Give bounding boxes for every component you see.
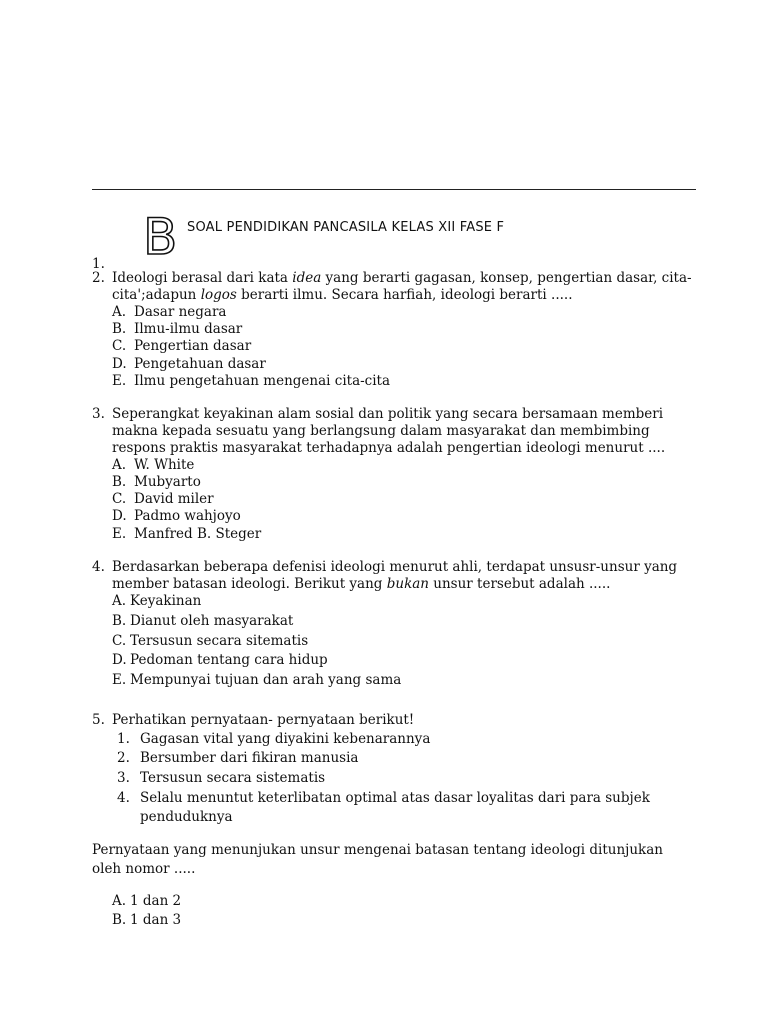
section-letter-b: B <box>143 208 178 266</box>
option-text: Manfred B. Steger <box>134 526 262 542</box>
question-4-text-line-1: Berdasarkan beberapa defenisi ideologi menurut ahli, terdapat unsusr-unsur yang <box>112 559 678 575</box>
option-text: Dianut oleh masyarakat <box>130 613 294 629</box>
option-letter: E. <box>112 526 127 542</box>
option-letter: E. <box>112 373 127 389</box>
question-2-text-line-2: cita';adapun logos berarti ilmu. Secara harfiah, ideologi berarti ..... <box>112 287 573 303</box>
statement-number: 3. <box>117 770 130 786</box>
option-text: Pengetahuan dasar <box>134 356 266 372</box>
option-letter: B. <box>112 912 127 928</box>
option-text: W. White <box>134 457 195 473</box>
option-letter: B. <box>112 474 127 490</box>
option-text: Pengertian dasar <box>134 338 252 354</box>
question-4-text-line-2: member batasan ideologi. Berikut yang bukan unsur tersebut adalah ..... <box>112 576 611 592</box>
term-idea: idea <box>292 270 322 286</box>
statement-number: 1. <box>117 731 130 747</box>
statement-number: 4. <box>117 790 130 806</box>
question-3-text-line-2: makna kepada sesuatu yang berlangsung dalam masyarakat dan membimbing <box>112 423 650 439</box>
term-bukan: bukan <box>386 576 429 592</box>
option-letter: C. <box>112 491 127 507</box>
option-letter: A. <box>112 893 127 909</box>
question-2-text-line-1: Ideologi berasal dari kata idea yang berarti gagasan, konsep, pengertian dasar, cita- <box>112 270 692 286</box>
question-2-number: 2. <box>92 270 105 286</box>
question-4-number: 4. <box>92 559 105 575</box>
option-text: Tersusun secara sitematis <box>130 633 309 649</box>
option-letter: D. <box>112 356 127 372</box>
statement-text: Selalu menuntut keterlibatan optimal atas dasar loyalitas dari para subjek <box>140 790 650 806</box>
statement-text: Gagasan vital yang diyakini kebenarannya <box>140 731 431 747</box>
statement-text: Bersumber dari fikiran manusia <box>140 750 359 766</box>
option-letter: C. <box>112 633 127 649</box>
statement-number: 2. <box>117 750 130 766</box>
term-logos: logos <box>200 287 237 303</box>
option-text: 1 dan 3 <box>130 912 182 928</box>
option-letter: A. <box>112 304 127 320</box>
option-letter: A. <box>112 457 127 473</box>
option-text: Dasar negara <box>134 304 227 320</box>
question-5-prompt-line-2: oleh nomor ..... <box>92 861 196 877</box>
option-letter: B. <box>112 321 127 337</box>
statement-text-continued: penduduknya <box>140 809 233 825</box>
question-3-number: 3. <box>92 406 105 422</box>
question-1-number: 1. <box>92 256 105 272</box>
option-letter: A. <box>112 593 127 609</box>
statement-text: Tersusun secara sistematis <box>140 770 326 786</box>
page-title: SOAL PENDIDIKAN PANCASILA KELAS XII FASE F <box>187 220 505 235</box>
option-text: Pedoman tentang cara hidup <box>130 652 328 668</box>
question-5-number: 5. <box>92 712 105 728</box>
question-3-text-line-1: Seperangkat keyakinan alam sosial dan politik yang secara bersamaan memberi <box>112 406 664 422</box>
option-letter: C. <box>112 338 127 354</box>
question-5-prompt-line-1: Pernyataan yang menunjukan unsur mengenai batasan tentang ideologi ditunjukan <box>92 842 663 858</box>
option-text: Mubyarto <box>134 474 201 490</box>
option-text: Mempunyai tujuan dan arah yang sama <box>130 672 402 688</box>
question-3-text-line-3: respons praktis masyarakat terhadapnya adalah pengertian ideologi menurut .... <box>112 440 666 456</box>
option-text: Ilmu pengetahuan mengenai cita-cita <box>134 373 391 389</box>
option-text: Keyakinan <box>130 593 202 609</box>
option-letter: B. <box>112 613 127 629</box>
question-5-intro: Perhatikan pernyataan- pernyataan berikut! <box>112 712 415 728</box>
option-text: Ilmu-ilmu dasar <box>134 321 243 337</box>
option-text: 1 dan 2 <box>130 893 182 909</box>
option-letter: D. <box>112 508 127 524</box>
option-text: David miler <box>134 491 214 507</box>
header-divider <box>92 189 696 190</box>
option-letter: E. <box>112 672 127 688</box>
option-text: Padmo wahjoyo <box>134 508 241 524</box>
option-letter: D. <box>112 652 127 668</box>
